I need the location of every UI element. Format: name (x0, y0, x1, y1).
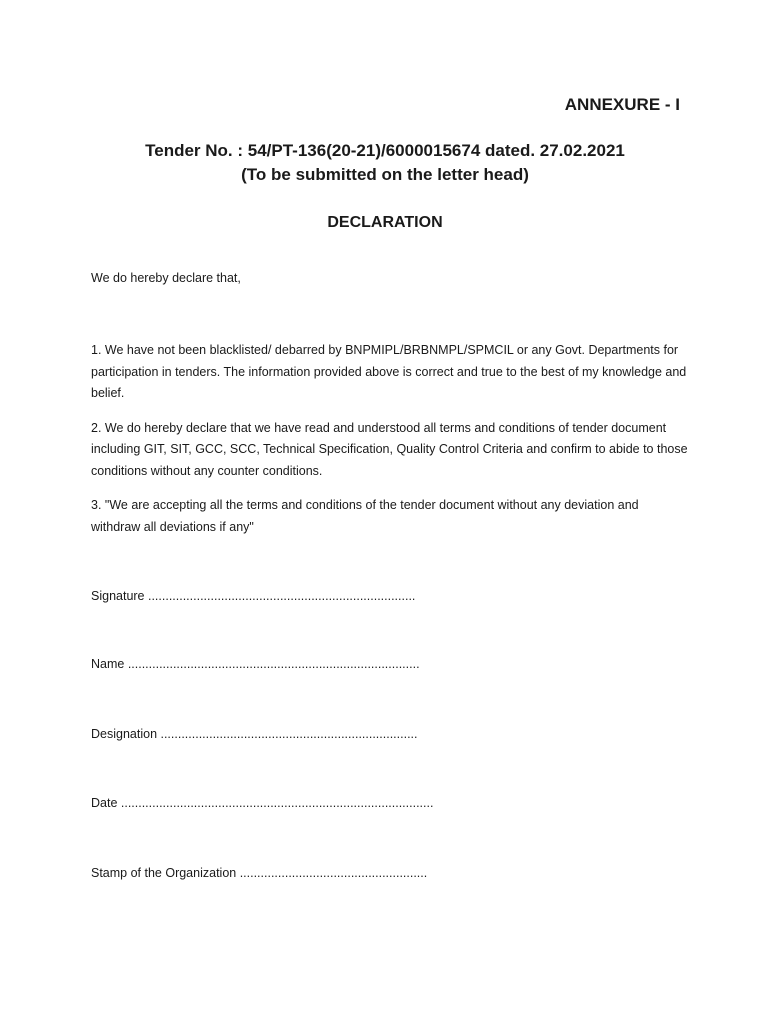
tender-header (0, 139, 770, 187)
page-title: DECLARATION (327, 214, 443, 231)
tender-number: Tender No. : 54/PT-136(20-21)/6000015674 dated. 27.02.2021 (145, 141, 625, 160)
clause-2: 2. We do hereby declare that we have read and understood all terms and conditions of tender document including GIT, SIT, GCC, SCC, Technical Specification, Quality Control Criteria and confirm to abide to those conditions without any counter conditions. (91, 420, 688, 478)
intro-text: We do hereby declare that, (91, 271, 241, 285)
declaration-clauses (91, 340, 691, 551)
submission-note: (To be submitted on the letter head) (241, 165, 529, 184)
stamp-field[interactable]: Stamp of the Organization ...................................................... (91, 866, 428, 880)
annexure-label: ANNEXURE - I (564, 95, 680, 114)
clause-1: 1. We have not been blacklisted/ debarred by BNPMIPL/BRBNMPL/SPMCIL or any Govt. Departments for participation in tenders. The information provided above is correct and true to the best of my knowledge and belief. (91, 343, 687, 400)
designation-field[interactable]: Designation .......................................................................... (91, 727, 418, 741)
name-field[interactable]: Name .................................................................................... (91, 657, 420, 671)
clause-3: 3. "We are accepting all the terms and conditions of the tender document without any deviation and withdraw all deviations if any" (91, 498, 639, 534)
signature-field[interactable]: Signature ............................................................................. (91, 589, 416, 603)
date-field[interactable]: Date .......................................................................................... (91, 796, 434, 810)
